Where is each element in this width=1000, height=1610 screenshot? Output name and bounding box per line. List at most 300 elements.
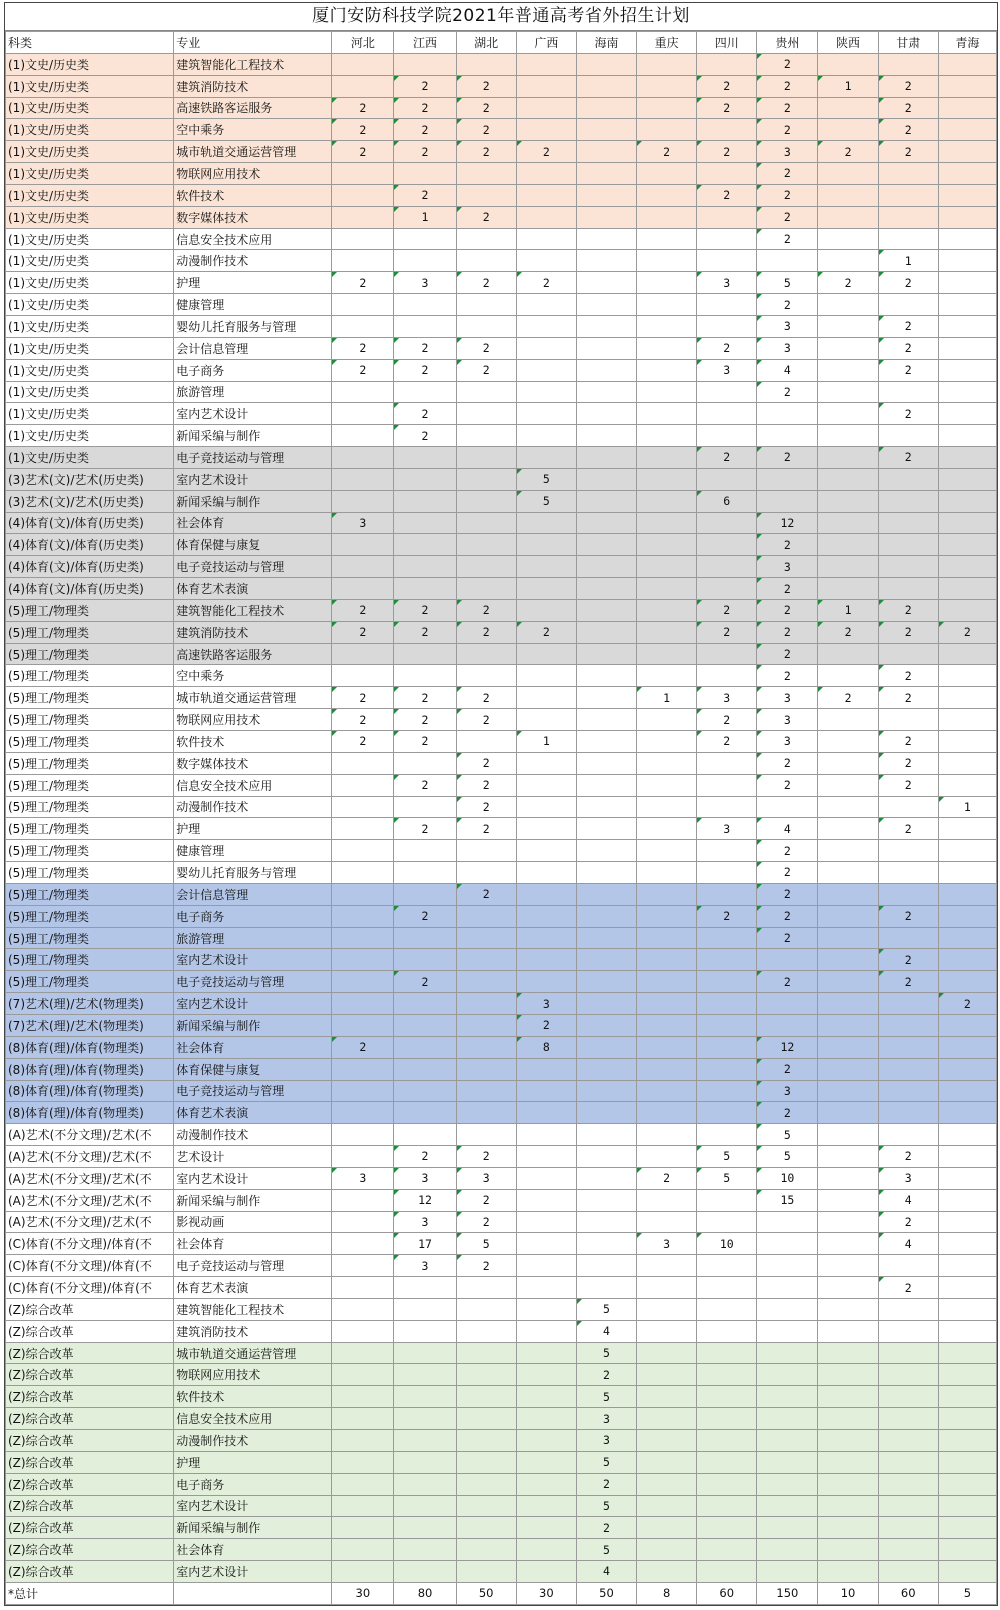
quota-cell[interactable] [516,774,576,796]
quota-cell[interactable] [697,512,757,534]
quota-cell[interactable] [456,1298,516,1320]
quota-cell[interactable] [697,403,757,425]
quota-cell[interactable] [456,949,516,971]
quota-cell[interactable] [456,53,516,75]
quota-cell[interactable] [878,534,938,556]
quota-cell[interactable] [456,840,516,862]
quota-cell[interactable] [516,1277,576,1299]
quota-cell[interactable] [332,1298,394,1320]
quota-cell[interactable] [878,1386,938,1408]
quota-cell[interactable]: 2 [394,774,456,796]
quota-cell[interactable]: 2 [757,774,818,796]
category-cell[interactable]: (1)文史/历史类 [6,425,174,447]
quota-cell[interactable]: 3 [757,337,818,359]
category-cell[interactable]: (3)艺术(文)/艺术(历史类) [6,490,174,512]
quota-cell[interactable] [576,468,636,490]
quota-cell[interactable] [576,1058,636,1080]
quota-cell[interactable]: 2 [394,818,456,840]
quota-cell[interactable] [332,206,394,228]
quota-cell[interactable]: 2 [456,206,516,228]
quota-cell[interactable] [576,53,636,75]
major-cell[interactable]: 数字媒体技术 [174,206,332,228]
quota-cell[interactable]: 8 [516,1036,576,1058]
quota-cell[interactable]: 3 [878,1167,938,1189]
quota-cell[interactable] [938,1495,996,1517]
quota-cell[interactable]: 2 [757,971,818,993]
quota-cell[interactable] [394,1430,456,1452]
quota-cell[interactable]: 2 [878,818,938,840]
quota-cell[interactable]: 2 [456,141,516,163]
quota-cell[interactable] [938,1058,996,1080]
quota-cell[interactable] [576,971,636,993]
quota-cell[interactable]: 2 [456,75,516,97]
category-cell[interactable]: (1)文史/历史类 [6,141,174,163]
quota-cell[interactable]: 2 [757,862,818,884]
category-cell[interactable]: (Z)综合改革 [6,1495,174,1517]
quota-cell[interactable] [938,250,996,272]
category-cell[interactable]: (5)理工/物理类 [6,883,174,905]
quota-cell[interactable]: 2 [394,75,456,97]
quota-cell[interactable]: 2 [516,621,576,643]
quota-cell[interactable]: 15 [757,1189,818,1211]
quota-cell[interactable] [332,1080,394,1102]
quota-cell[interactable] [878,993,938,1015]
quota-cell[interactable] [394,381,456,403]
quota-cell[interactable] [576,1255,636,1277]
category-cell[interactable]: (1)文史/历史类 [6,97,174,119]
quota-cell[interactable] [332,883,394,905]
quota-cell[interactable] [516,1211,576,1233]
quota-cell[interactable]: 2 [757,534,818,556]
quota-cell[interactable]: 2 [456,97,516,119]
major-cell[interactable]: 建筑智能化工程技术 [174,53,332,75]
quota-cell[interactable] [332,1320,394,1342]
quota-cell[interactable] [757,403,818,425]
quota-cell[interactable] [938,53,996,75]
category-cell[interactable]: (5)理工/物理类 [6,927,174,949]
total-cell[interactable]: 50 [576,1582,636,1604]
quota-cell[interactable] [697,1342,757,1364]
quota-cell[interactable]: 2 [332,599,394,621]
quota-cell[interactable] [938,862,996,884]
category-cell[interactable]: (Z)综合改革 [6,1451,174,1473]
quota-cell[interactable] [637,949,697,971]
category-cell[interactable]: (Z)综合改革 [6,1430,174,1452]
quota-cell[interactable] [697,993,757,1015]
major-cell[interactable]: 动漫制作技术 [174,250,332,272]
quota-cell[interactable]: 3 [757,141,818,163]
quota-cell[interactable] [456,905,516,927]
major-cell[interactable]: 艺术设计 [174,1146,332,1168]
quota-cell[interactable] [938,75,996,97]
quota-cell[interactable]: 4 [757,818,818,840]
quota-cell[interactable] [516,512,576,534]
quota-cell[interactable] [456,163,516,185]
quota-cell[interactable] [697,840,757,862]
quota-cell[interactable] [938,447,996,469]
quota-cell[interactable]: 2 [456,599,516,621]
quota-cell[interactable] [697,315,757,337]
quota-cell[interactable]: 2 [576,1473,636,1495]
quota-cell[interactable] [637,228,697,250]
category-cell[interactable]: (5)理工/物理类 [6,840,174,862]
quota-cell[interactable]: 2 [456,796,516,818]
quota-cell[interactable] [878,53,938,75]
quota-cell[interactable] [456,1058,516,1080]
total-cell[interactable]: 10 [818,1582,878,1604]
quota-cell[interactable] [697,1255,757,1277]
header-province[interactable]: 青海 [938,32,996,54]
quota-cell[interactable] [938,206,996,228]
quota-cell[interactable] [697,1124,757,1146]
quota-cell[interactable]: 2 [878,75,938,97]
quota-cell[interactable] [516,1124,576,1146]
quota-cell[interactable] [394,1058,456,1080]
quota-cell[interactable] [938,774,996,796]
quota-cell[interactable] [878,578,938,600]
quota-cell[interactable] [637,1255,697,1277]
major-cell[interactable]: 城市轨道交通运营管理 [174,1342,332,1364]
quota-cell[interactable]: 2 [697,599,757,621]
quota-cell[interactable] [332,1408,394,1430]
quota-cell[interactable]: 3 [697,818,757,840]
quota-cell[interactable] [637,1364,697,1386]
quota-cell[interactable] [516,337,576,359]
quota-cell[interactable]: 12 [757,1036,818,1058]
category-cell[interactable]: (5)理工/物理类 [6,752,174,774]
quota-cell[interactable] [637,731,697,753]
quota-cell[interactable] [456,315,516,337]
quota-cell[interactable] [818,294,878,316]
quota-cell[interactable] [637,643,697,665]
quota-cell[interactable] [818,206,878,228]
quota-cell[interactable] [576,599,636,621]
quota-cell[interactable] [576,556,636,578]
quota-cell[interactable] [878,206,938,228]
quota-cell[interactable] [332,643,394,665]
quota-cell[interactable]: 2 [757,927,818,949]
quota-cell[interactable] [878,1517,938,1539]
quota-cell[interactable] [938,425,996,447]
quota-cell[interactable]: 3 [394,272,456,294]
quota-cell[interactable] [818,163,878,185]
quota-cell[interactable] [516,840,576,862]
quota-cell[interactable] [516,1473,576,1495]
quota-cell[interactable] [576,315,636,337]
quota-cell[interactable] [697,1080,757,1102]
quota-cell[interactable] [878,184,938,206]
quota-cell[interactable] [394,512,456,534]
quota-cell[interactable] [818,1364,878,1386]
category-cell[interactable]: (Z)综合改革 [6,1386,174,1408]
major-cell[interactable]: 室内艺术设计 [174,1167,332,1189]
category-cell[interactable]: (4)体育(文)/体育(历史类) [6,534,174,556]
quota-cell[interactable] [456,425,516,447]
quota-cell[interactable] [818,905,878,927]
quota-cell[interactable]: 2 [456,621,516,643]
quota-cell[interactable] [456,1124,516,1146]
category-cell[interactable]: (5)理工/物理类 [6,862,174,884]
quota-cell[interactable] [818,1386,878,1408]
quota-cell[interactable]: 2 [878,971,938,993]
category-cell[interactable]: (1)文史/历史类 [6,315,174,337]
quota-cell[interactable] [332,534,394,556]
quota-cell[interactable] [697,1211,757,1233]
quota-cell[interactable] [878,1408,938,1430]
quota-cell[interactable] [637,1277,697,1299]
quota-cell[interactable] [757,1364,818,1386]
quota-cell[interactable] [332,381,394,403]
quota-cell[interactable] [818,774,878,796]
category-cell[interactable]: (7)艺术(理)/艺术(物理类) [6,993,174,1015]
quota-cell[interactable] [697,228,757,250]
quota-cell[interactable] [818,1320,878,1342]
quota-cell[interactable]: 3 [757,709,818,731]
quota-cell[interactable] [456,294,516,316]
quota-cell[interactable] [878,1124,938,1146]
quota-cell[interactable] [332,1342,394,1364]
quota-cell[interactable]: 5 [576,1342,636,1364]
quota-cell[interactable]: 17 [394,1233,456,1255]
quota-cell[interactable] [394,883,456,905]
quota-cell[interactable]: 2 [878,905,938,927]
quota-cell[interactable] [938,1014,996,1036]
quota-cell[interactable] [332,1124,394,1146]
total-cell[interactable]: 80 [394,1582,456,1604]
quota-cell[interactable] [332,294,394,316]
quota-cell[interactable] [818,949,878,971]
quota-cell[interactable] [757,796,818,818]
category-cell[interactable]: (1)文史/历史类 [6,184,174,206]
quota-cell[interactable] [516,447,576,469]
quota-cell[interactable]: 2 [757,163,818,185]
quota-cell[interactable] [456,1451,516,1473]
quota-cell[interactable] [697,534,757,556]
quota-cell[interactable]: 2 [757,97,818,119]
quota-cell[interactable] [697,468,757,490]
quota-cell[interactable] [456,1430,516,1452]
quota-cell[interactable] [576,163,636,185]
quota-cell[interactable] [878,796,938,818]
major-cell[interactable]: 体育保健与康复 [174,534,332,556]
quota-cell[interactable] [938,556,996,578]
quota-cell[interactable]: 5 [576,1495,636,1517]
quota-cell[interactable] [332,796,394,818]
quota-cell[interactable] [576,774,636,796]
quota-cell[interactable] [818,1342,878,1364]
quota-cell[interactable]: 2 [697,905,757,927]
quota-cell[interactable] [456,1386,516,1408]
quota-cell[interactable]: 1 [637,687,697,709]
quota-cell[interactable] [938,883,996,905]
quota-cell[interactable] [394,1102,456,1124]
quota-cell[interactable] [938,512,996,534]
category-cell[interactable]: (8)体育(理)/体育(物理类) [6,1036,174,1058]
quota-cell[interactable]: 3 [516,993,576,1015]
major-cell[interactable]: 建筑消防技术 [174,1320,332,1342]
quota-cell[interactable] [576,905,636,927]
quota-cell[interactable] [818,1539,878,1561]
category-cell[interactable]: (1)文史/历史类 [6,359,174,381]
quota-cell[interactable] [576,949,636,971]
quota-cell[interactable] [757,1430,818,1452]
quota-cell[interactable] [516,599,576,621]
quota-cell[interactable] [332,468,394,490]
quota-cell[interactable] [818,1211,878,1233]
quota-cell[interactable] [456,1080,516,1102]
quota-cell[interactable]: 2 [878,97,938,119]
quota-cell[interactable] [576,1233,636,1255]
quota-cell[interactable]: 2 [332,687,394,709]
quota-cell[interactable] [332,75,394,97]
quota-cell[interactable]: 2 [697,75,757,97]
quota-cell[interactable]: 3 [394,1167,456,1189]
quota-cell[interactable] [697,250,757,272]
quota-cell[interactable] [637,599,697,621]
quota-cell[interactable]: 2 [697,731,757,753]
major-cell[interactable]: 高速铁路客运服务 [174,97,332,119]
quota-cell[interactable]: 2 [456,272,516,294]
quota-cell[interactable]: 2 [878,1277,938,1299]
quota-cell[interactable]: 5 [757,272,818,294]
quota-cell[interactable] [938,490,996,512]
quota-cell[interactable] [332,315,394,337]
quota-cell[interactable] [697,1298,757,1320]
category-cell[interactable]: (1)文史/历史类 [6,53,174,75]
major-cell[interactable]: 信息安全技术应用 [174,1408,332,1430]
quota-cell[interactable]: 2 [818,621,878,643]
quota-cell[interactable] [576,294,636,316]
quota-cell[interactable] [938,1561,996,1583]
category-cell[interactable]: (8)体育(理)/体育(物理类) [6,1080,174,1102]
quota-cell[interactable] [456,1320,516,1342]
quota-cell[interactable]: 3 [394,1255,456,1277]
quota-cell[interactable] [516,1517,576,1539]
quota-cell[interactable] [637,665,697,687]
quota-cell[interactable]: 2 [757,53,818,75]
quota-cell[interactable]: 3 [394,1211,456,1233]
quota-cell[interactable] [818,315,878,337]
quota-cell[interactable] [938,1233,996,1255]
total-cell[interactable]: 8 [637,1582,697,1604]
quota-cell[interactable]: 2 [878,599,938,621]
quota-cell[interactable]: 2 [878,1211,938,1233]
quota-cell[interactable] [332,1277,394,1299]
quota-cell[interactable]: 2 [332,119,394,141]
quota-cell[interactable]: 2 [757,447,818,469]
quota-cell[interactable] [637,206,697,228]
quota-cell[interactable] [516,1386,576,1408]
quota-cell[interactable]: 2 [938,993,996,1015]
quota-cell[interactable] [878,1561,938,1583]
quota-cell[interactable] [818,184,878,206]
quota-cell[interactable] [938,578,996,600]
quota-cell[interactable]: 2 [697,337,757,359]
quota-cell[interactable] [516,665,576,687]
quota-cell[interactable] [576,731,636,753]
quota-cell[interactable]: 1 [938,796,996,818]
quota-cell[interactable] [456,1539,516,1561]
major-cell[interactable]: 电子竞技运动与管理 [174,447,332,469]
quota-cell[interactable] [332,818,394,840]
quota-cell[interactable] [637,1014,697,1036]
quota-cell[interactable]: 2 [456,752,516,774]
quota-cell[interactable] [818,1495,878,1517]
quota-cell[interactable] [332,1495,394,1517]
category-cell[interactable]: (8)体育(理)/体育(物理类) [6,1058,174,1080]
quota-cell[interactable] [938,294,996,316]
quota-cell[interactable]: 2 [576,1517,636,1539]
major-cell[interactable]: 电子商务 [174,359,332,381]
quota-cell[interactable] [456,1561,516,1583]
quota-cell[interactable] [576,403,636,425]
quota-cell[interactable]: 2 [757,228,818,250]
total-cell[interactable]: 30 [332,1582,394,1604]
quota-cell[interactable] [394,534,456,556]
quota-cell[interactable] [637,1298,697,1320]
total-cell[interactable]: 60 [878,1582,938,1604]
quota-cell[interactable] [332,53,394,75]
quota-cell[interactable]: 5 [757,1146,818,1168]
quota-cell[interactable]: 2 [757,752,818,774]
quota-cell[interactable] [697,119,757,141]
header-province[interactable]: 广西 [516,32,576,54]
quota-cell[interactable] [394,1451,456,1473]
quota-cell[interactable] [878,1298,938,1320]
quota-cell[interactable] [637,709,697,731]
quota-cell[interactable] [818,883,878,905]
quota-cell[interactable] [516,206,576,228]
quota-cell[interactable]: 2 [757,665,818,687]
quota-cell[interactable] [697,927,757,949]
quota-cell[interactable]: 2 [878,1146,938,1168]
quota-cell[interactable] [394,862,456,884]
quota-cell[interactable] [576,119,636,141]
quota-cell[interactable] [576,425,636,447]
quota-cell[interactable] [394,1364,456,1386]
category-cell[interactable]: (5)理工/物理类 [6,665,174,687]
quota-cell[interactable]: 2 [394,184,456,206]
quota-cell[interactable] [516,1058,576,1080]
quota-cell[interactable] [637,490,697,512]
quota-cell[interactable] [637,75,697,97]
category-cell[interactable]: (A)艺术(不分文理)/艺术(不 [6,1167,174,1189]
quota-cell[interactable] [938,1451,996,1473]
quota-cell[interactable]: 2 [757,599,818,621]
quota-cell[interactable] [394,447,456,469]
quota-cell[interactable] [938,468,996,490]
quota-cell[interactable] [332,971,394,993]
quota-cell[interactable] [938,665,996,687]
quota-cell[interactable] [394,250,456,272]
quota-cell[interactable] [697,1189,757,1211]
quota-cell[interactable]: 2 [394,119,456,141]
quota-cell[interactable] [757,1451,818,1473]
quota-cell[interactable]: 2 [332,272,394,294]
quota-cell[interactable] [637,1211,697,1233]
quota-cell[interactable] [637,993,697,1015]
quota-cell[interactable]: 12 [394,1189,456,1211]
major-cell[interactable]: 室内艺术设计 [174,1495,332,1517]
quota-cell[interactable] [818,578,878,600]
quota-cell[interactable] [938,1080,996,1102]
quota-cell[interactable]: 2 [757,883,818,905]
quota-cell[interactable] [332,774,394,796]
header-category[interactable]: 科类 [6,32,174,54]
quota-cell[interactable] [576,534,636,556]
quota-cell[interactable] [818,1430,878,1452]
quota-cell[interactable] [757,1539,818,1561]
